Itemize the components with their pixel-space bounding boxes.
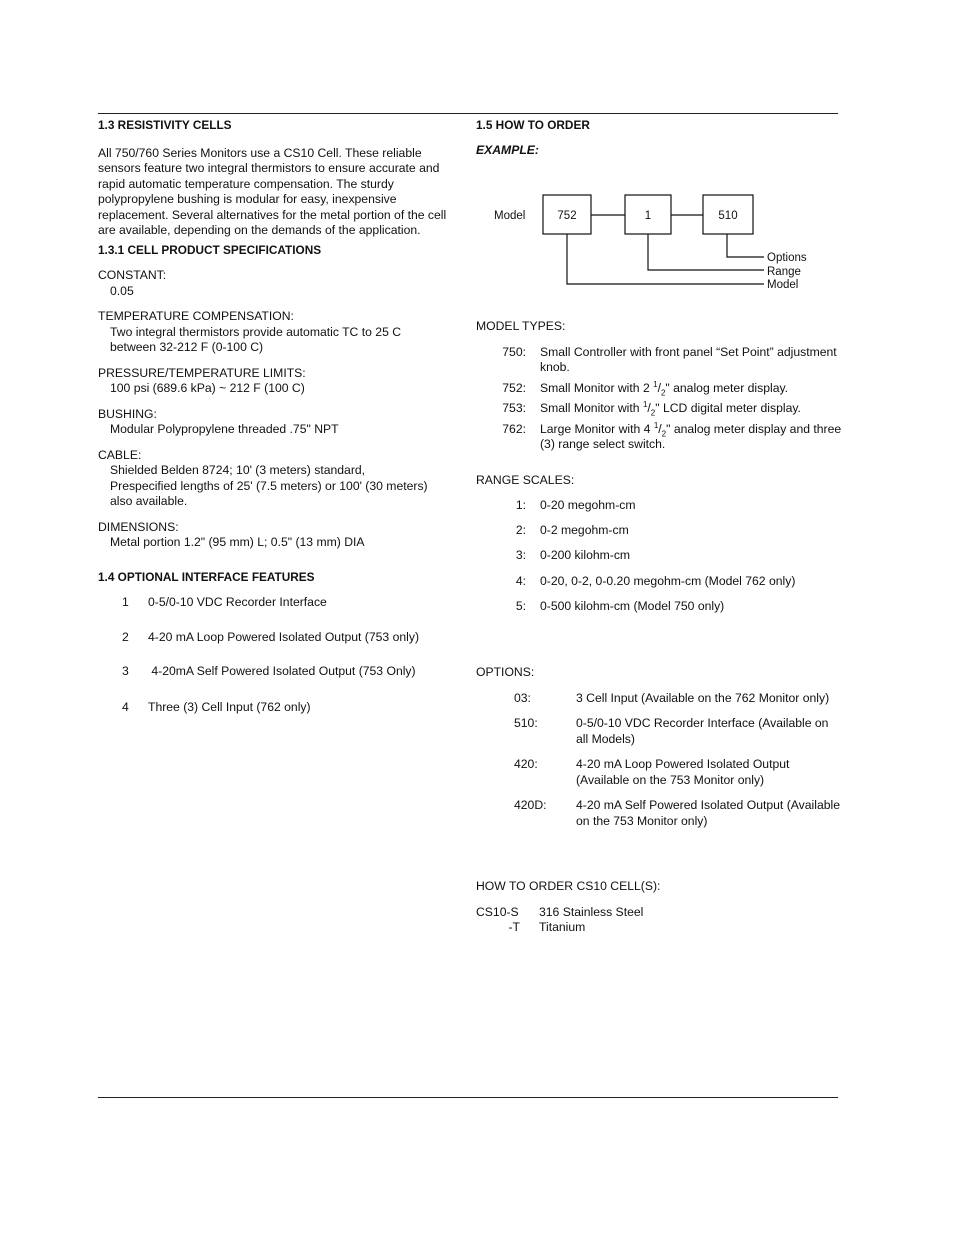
diagram-box-model-text: 752 (557, 210, 577, 222)
how-to-order-cells-title: HOW TO ORDER CS10 CELL(S): (476, 879, 661, 893)
spec-label: CABLE: (98, 447, 142, 462)
model-type-text: Small Controller with front panel “Set Point” adjustment knob. (540, 344, 837, 374)
diagram-model-label: Model (494, 210, 526, 222)
spec-value: 0.05 (110, 283, 134, 298)
text-part: " LCD digital meter display. (655, 401, 801, 415)
diagram-leader-options (727, 234, 764, 257)
model-type-code: 753: (502, 401, 526, 415)
bottom-rule (98, 1097, 838, 1098)
spec-bushing (98, 407, 464, 438)
model-type-item (476, 401, 842, 417)
option-text: 3 Cell Input (Available on the 762 Monitor only) (576, 690, 830, 705)
example-label: EXAMPLE: (476, 142, 539, 157)
option-item (476, 716, 842, 747)
range-code: 3: (515, 548, 526, 562)
cell-text: 316 Stainless Steel (539, 904, 644, 919)
feature-item (98, 700, 464, 716)
order-code-diagram (480, 180, 840, 310)
range-item (476, 574, 842, 590)
section-title-1-4: 1.4 OPTIONAL INTERFACE FEATURES (98, 569, 315, 584)
cell-item (476, 905, 842, 921)
feature-item (98, 595, 464, 611)
spec-constant (98, 268, 464, 299)
spec-value: 100 psi (689.6 kPa) ~ 212 F (100 C) (110, 381, 305, 395)
spec-value: between 32-212 F (0-100 C) (110, 340, 264, 354)
range-code: 2: (515, 523, 526, 537)
feature-text: 4-20mA Self Powered Isolated Output (753 Only) (148, 664, 416, 678)
model-type-item (476, 422, 842, 453)
spec-dimensions (98, 520, 464, 551)
spec-value: also available. (110, 494, 188, 508)
diagram-legend-options: Options (767, 252, 807, 264)
fraction-slash: / (658, 421, 662, 436)
text-part: " analog meter display and three (3) range select switch. (540, 421, 842, 451)
spec-value: Prespecified lengths of 25' (7.5 meters) or 100' (30 meters) (110, 478, 428, 493)
fraction-numerator: 1 (653, 420, 659, 430)
right-column-lower (476, 319, 842, 936)
feature-item (98, 664, 464, 680)
model-type-code: 762: (502, 421, 526, 436)
feature-text: 4-20 mA Loop Powered Isolated Output (753 only) (148, 629, 419, 644)
section-title-1-5: 1.5 HOW TO ORDER (476, 118, 590, 132)
diagram-legend-model: Model (767, 279, 799, 291)
feature-number: 3 (122, 664, 129, 678)
cell-code: CS10-S (476, 904, 519, 919)
spec-label: CONSTANT: (98, 268, 167, 282)
range-text: 0-20, 0-2, 0-0.20 megohm-cm (Model 762 only) (540, 573, 796, 588)
range-text: 0-2 megohm-cm (540, 523, 629, 537)
text-part: Small Monitor with 2 (540, 380, 654, 395)
cell-text: Titanium (539, 920, 586, 934)
spec-cable (98, 448, 464, 510)
fraction-numerator: 1 (642, 399, 648, 409)
option-code: 420D: (514, 798, 547, 812)
left-column (98, 118, 464, 715)
spec-value: Shielded Belden 8724; 10' (3 meters) standard, (110, 463, 366, 477)
spec-label: PRESSURE/TEMPERATURE LIMITS: (98, 365, 306, 380)
feature-item (98, 630, 464, 646)
spec-pressure-temperature (98, 366, 464, 397)
spec-temperature-compensation (98, 309, 464, 356)
feature-number: 2 (122, 629, 129, 644)
options-title: OPTIONS: (476, 665, 535, 679)
text-part: " analog meter display. (665, 380, 789, 395)
section-title-1-3-1: 1.3.1 CELL PRODUCT SPECIFICATIONS (98, 242, 322, 257)
diagram-box-options-text: 510 (718, 210, 738, 222)
model-type-text (526, 401, 842, 417)
range-text: 0-500 kilohm-cm (Model 750 only) (540, 598, 725, 613)
range-code: 5: (515, 598, 526, 613)
fraction-slash: / (657, 380, 661, 395)
cell-code: -T (508, 920, 520, 934)
option-text: 4-20 mA Self Powered Isolated Output (Available on the 753 Monitor only) (576, 798, 840, 828)
diagram-leader-range (648, 234, 764, 270)
spec-value: Metal portion 1.2" (95 mm) L; 0.5" (13 mm) DIA (110, 535, 365, 549)
range-item (476, 498, 842, 514)
feature-text: 0-5/0-10 VDC Recorder Interface (148, 595, 327, 609)
section-title-1-3: 1.3 RESISTIVITY CELLS (98, 118, 232, 132)
fraction-slash: / (647, 401, 651, 415)
model-type-text (526, 381, 842, 397)
option-code: 510: (514, 716, 538, 730)
right-column (476, 118, 842, 158)
spec-value: Modular Polypropylene threaded .75" NPT (110, 422, 339, 436)
top-rule (98, 113, 838, 114)
model-type-item (476, 381, 842, 397)
section-1-3-body: All 750/760 Series Monitors use a CS10 Cell. These reliable sensors feature two integral thermistors to ensure accurate and rapid automatic temperature compensation. The sturdy polypropylene bushing is modular for easy, inexpensive replacement. Several alternatives for the metal portion of the cell are available, depending on the demands of the application. (98, 145, 447, 237)
range-code: 1: (515, 498, 526, 512)
text-part: Large Monitor with 4 (540, 421, 654, 436)
fraction-numerator: 1 (653, 379, 658, 389)
option-text: 4-20 mA Loop Powered Isolated Output (Available on the 753 Monitor only) (576, 757, 790, 787)
feature-text: Three (3) Cell Input (762 only) (148, 699, 311, 714)
model-type-code: 750: (502, 344, 526, 359)
diagram-box-range-text: 1 (644, 210, 652, 222)
model-type-code: 752: (502, 380, 526, 395)
fraction-denominator: 2 (661, 428, 667, 438)
text-part: Small Monitor with (540, 401, 643, 415)
spec-label: BUSHING: (98, 406, 157, 421)
option-item (476, 757, 842, 788)
feature-number: 1 (122, 595, 129, 609)
range-text: 0-200 kilohm-cm (540, 548, 631, 562)
range-text: 0-20 megohm-cm (540, 498, 636, 512)
feature-number: 4 (122, 699, 129, 714)
range-item (476, 523, 842, 539)
spec-label: TEMPERATURE COMPENSATION: (98, 309, 294, 323)
fraction-denominator: 2 (650, 408, 656, 418)
option-code: 03: (514, 690, 531, 705)
range-item (476, 548, 842, 564)
option-code: 420: (514, 757, 538, 771)
model-types-title: MODEL TYPES: (476, 319, 566, 333)
option-item (476, 691, 842, 707)
option-text: 0-5/0-10 VDC Recorder Interface (Available on all Models) (576, 716, 829, 746)
diagram-legend-range: Range (767, 266, 801, 278)
option-item (476, 798, 842, 829)
range-item (476, 599, 842, 615)
model-type-item (476, 345, 842, 376)
range-scales-title: RANGE SCALES: (476, 472, 575, 487)
spec-label: DIMENSIONS: (98, 519, 179, 534)
model-type-text (526, 422, 842, 453)
spec-value: Two integral thermistors provide automatic TC to 25 C (110, 324, 402, 339)
cell-item (476, 920, 842, 936)
fraction-denominator: 2 (660, 387, 666, 397)
range-code: 4: (515, 573, 526, 588)
diagram-leader-model (567, 234, 764, 284)
